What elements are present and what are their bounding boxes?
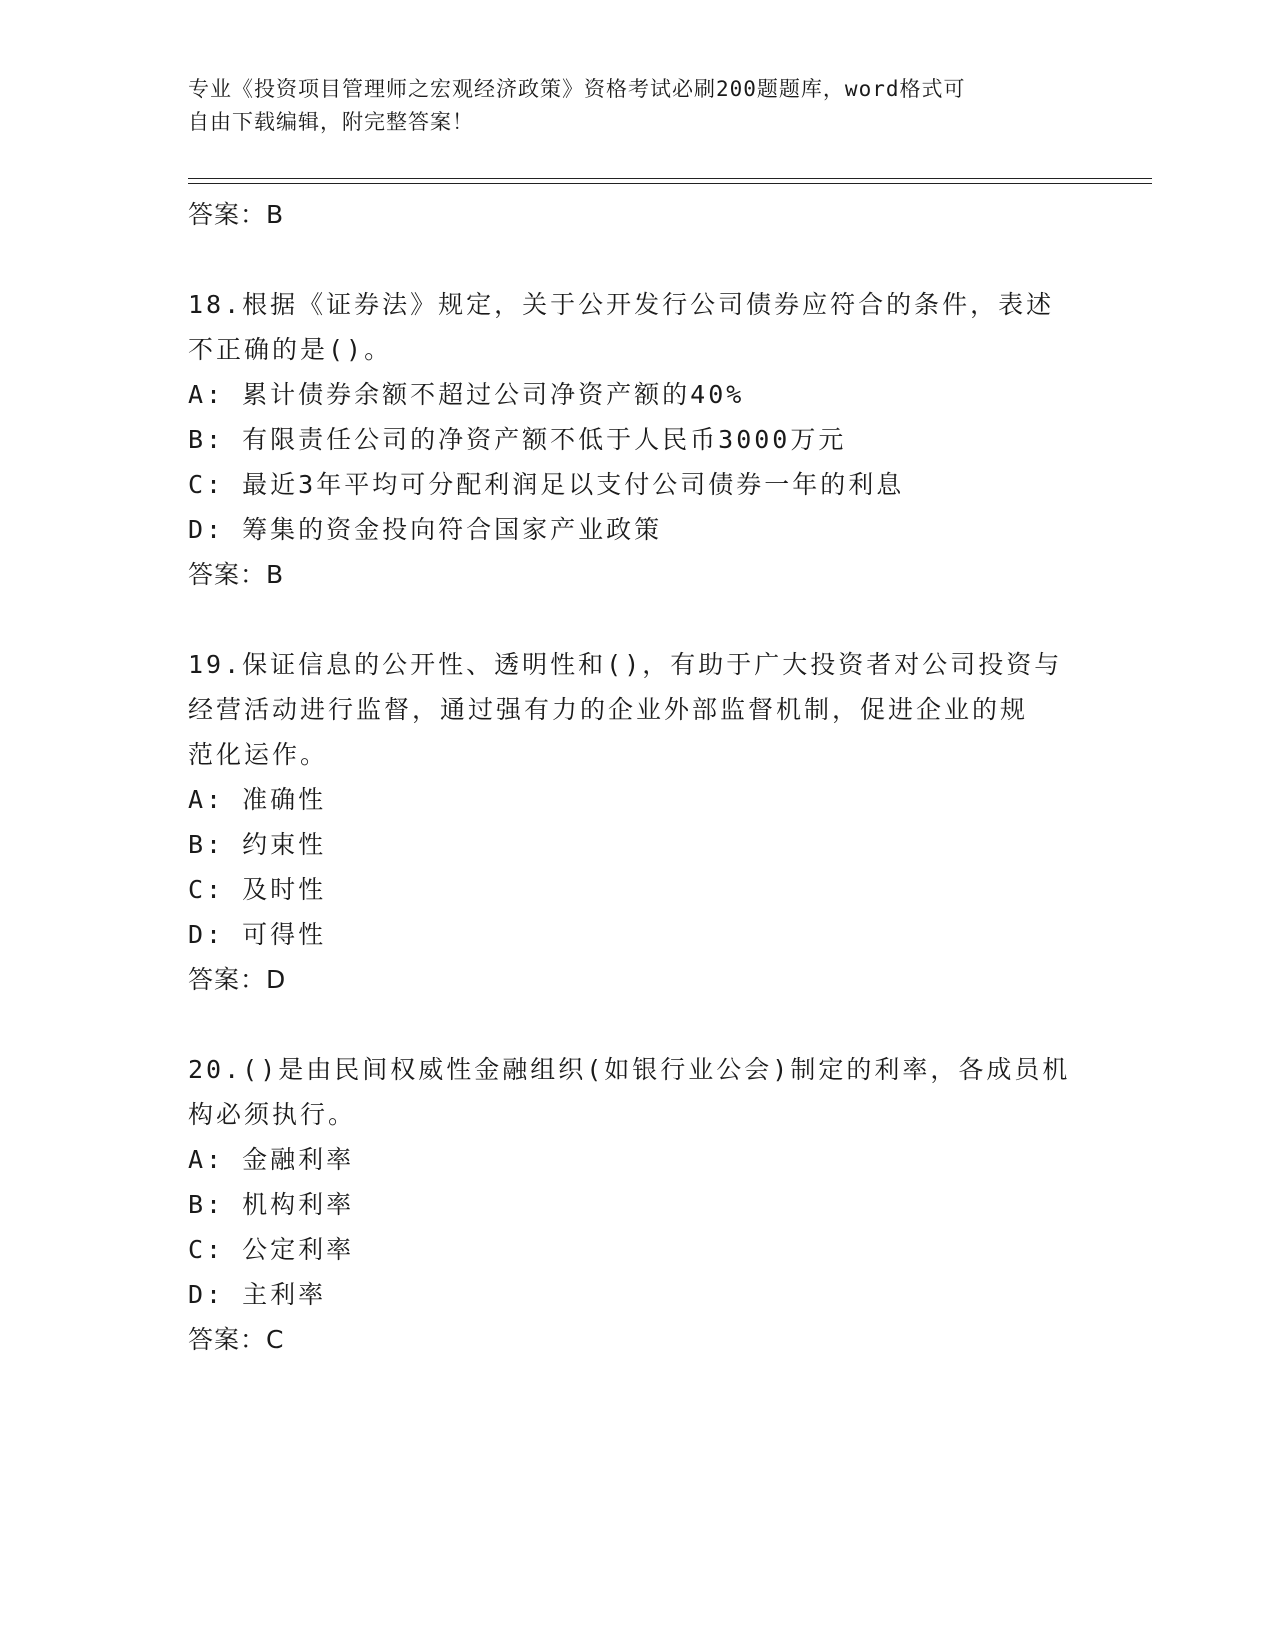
option-a: A: 累计债券余额不超过公司净资产额的40% [188, 380, 745, 409]
answer-line: 答案：B [188, 560, 285, 589]
answer-line: 答案：C [188, 1325, 285, 1354]
option-c: C: 最近3年平均可分配利润足以支付公司债券一年的利息 [188, 470, 905, 499]
stem-line: 范化运作。 [188, 740, 329, 769]
option-b: B: 约束性 [188, 830, 327, 859]
question-18 [188, 282, 1088, 598]
option-c: C: 公定利率 [188, 1235, 355, 1264]
option-c: C: 及时性 [188, 875, 327, 904]
header-line-1: 专业《投资项目管理师之宏观经济政策》资格考试必刷200题题库，word格式可 [188, 77, 966, 101]
option-d: D: 筹集的资金投向符合国家产业政策 [188, 515, 663, 544]
header-rule-bottom [188, 183, 1152, 184]
stem-line: 不正确的是()。 [188, 335, 393, 364]
stem-line: 18.根据《证券法》规定，关于公开发行公司债券应符合的条件，表述 [188, 290, 1055, 319]
document-body [188, 192, 1088, 1363]
question-19 [188, 642, 1088, 1003]
question-stem [188, 1047, 1088, 1137]
header-line-2: 自由下载编辑，附完整答案！ [188, 110, 474, 134]
answer-line: 答案：D [188, 965, 287, 994]
option-b: B: 机构利率 [188, 1190, 355, 1219]
option-d: D: 可得性 [188, 920, 327, 949]
option-a: A: 准确性 [188, 785, 327, 814]
question-stem [188, 642, 1088, 777]
stem-line: 19.保证信息的公开性、透明性和()，有助于广大投资者对公司投资与 [188, 650, 1063, 679]
header-rule-top [188, 178, 1152, 179]
option-b: B: 有限责任公司的净资产额不低于人民币3000万元 [188, 425, 847, 454]
option-a: A: 金融利率 [188, 1145, 355, 1174]
document-header [188, 73, 1068, 139]
question-20 [188, 1047, 1088, 1363]
option-d: D: 主利率 [188, 1280, 327, 1309]
stem-line: 20.()是由民间权威性金融组织(如银行业公会)制定的利率，各成员机 [188, 1055, 1071, 1084]
answer-line: 答案：B [188, 200, 285, 229]
stem-line: 构必须执行。 [188, 1100, 357, 1129]
stem-line: 经营活动进行监督，通过强有力的企业外部监督机制，促进企业的规 [188, 695, 1029, 724]
question-stem [188, 282, 1088, 372]
